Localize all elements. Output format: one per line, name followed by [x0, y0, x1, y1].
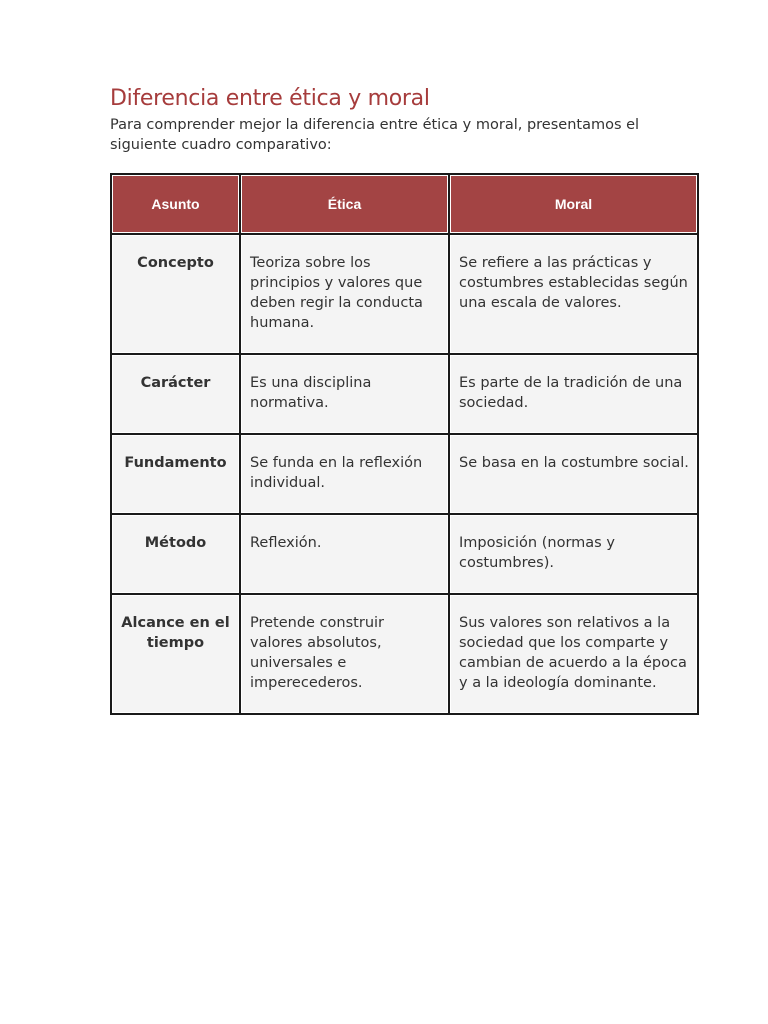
etica-cell: Teoriza sobre los principios y valores que deben regir la conducta humana. — [240, 234, 449, 354]
etica-cell: Pretende construir valores absolutos, universales e imperecederos. — [240, 594, 449, 714]
header-asunto: Asunto — [111, 174, 240, 234]
intro-paragraph: Para comprender mejor la diferencia entre ética y moral, presentamos el siguiente cuadro comparativo: — [110, 117, 640, 153]
row-label: Concepto — [111, 234, 240, 354]
etica-cell: Reflexión. — [240, 514, 449, 594]
row-label: Método — [111, 514, 240, 594]
moral-cell: Se refiere a las prácticas y costumbres establecidas según una escala de valores. — [449, 234, 698, 354]
header-moral: Moral — [449, 174, 698, 234]
row-label: Carácter — [111, 354, 240, 434]
etica-cell: Es una disciplina normativa. — [240, 354, 449, 434]
comparison-table — [110, 173, 699, 715]
moral-cell: Se basa en la costumbre social. — [449, 434, 698, 514]
table-row — [111, 354, 698, 434]
header-etica: Ética — [240, 174, 449, 234]
moral-cell: Sus valores son relativos a la sociedad que los comparte y cambian de acuerdo a la época y a la ideología dominante. — [449, 594, 698, 714]
page-title: Diferencia entre ética y moral — [110, 86, 430, 111]
moral-cell: Imposición (normas y costumbres). — [449, 514, 698, 594]
table-row — [111, 434, 698, 514]
etica-cell: Se funda en la reflexión individual. — [240, 434, 449, 514]
table-row — [111, 234, 698, 354]
table-row — [111, 514, 698, 594]
table-header-row — [111, 174, 698, 234]
row-label: Alcance en el tiempo — [111, 594, 240, 714]
moral-cell: Es parte de la tradición de una sociedad. — [449, 354, 698, 434]
row-label: Fundamento — [111, 434, 240, 514]
table-row — [111, 594, 698, 714]
